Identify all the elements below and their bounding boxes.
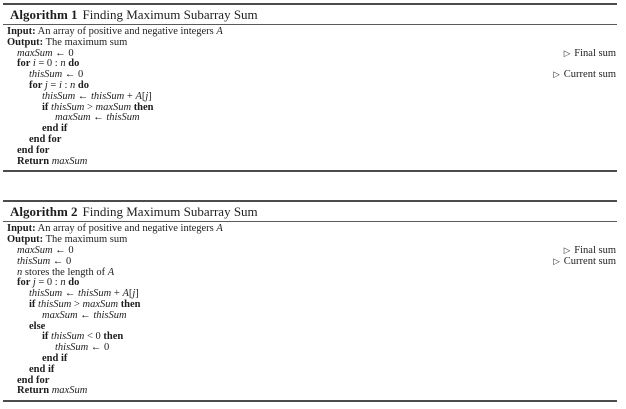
code-text: The maximum sum [43,234,128,246]
code-text: ] [148,90,152,102]
code-line [3,135,617,146]
keyword: Output: [7,36,44,48]
inline-comment [553,70,616,81]
variable: n [60,58,66,70]
code-line [3,49,617,60]
keyword: for [17,58,33,70]
variable: n [60,277,66,289]
comment-text: Current sum [563,255,616,267]
variable: j [44,79,48,91]
keyword: end for [17,144,50,156]
keyword: Output: [7,234,44,246]
variable: thisSum [51,101,85,113]
keyword: end if [42,123,68,135]
code-line [3,59,617,70]
keyword: Return [17,385,52,397]
inline-comment [564,49,616,60]
code-line [3,235,617,246]
variable: thisSum [78,288,112,300]
code-text: ← 0 [88,342,110,354]
code-text: > [84,101,96,113]
variable: thisSum [38,298,72,310]
keyword: Return [17,155,52,167]
inline-comment [553,257,616,268]
code-line [3,386,617,397]
variable: maxSum [95,101,132,113]
code-text: stores the length of [22,266,108,278]
code-line [3,157,617,168]
code-text: An array of positive and negative integers [35,26,217,37]
keyword: if [42,101,52,113]
variable: thisSum [29,69,63,81]
keyword: for [17,277,33,289]
code-line [3,354,617,365]
code-line [3,311,617,322]
keyword: then [131,101,154,113]
code-text: : [61,79,71,91]
algorithm-caption [3,5,617,24]
keyword: end for [29,133,62,145]
keyword: then [100,331,124,343]
keyword: else [29,320,46,332]
keyword: do [75,79,89,91]
code-text: > [71,298,83,310]
pseudocode-body [3,25,617,170]
bottom-rule [3,170,617,172]
variable: thisSum [51,331,85,343]
variable: maxSum [42,309,78,321]
code-text: ← 0 [62,69,84,81]
keyword: if [42,331,52,343]
variable: A [107,266,115,278]
code-text: = 0 : [35,277,61,289]
algorithm-title: Finding Maximum Subarray Sum [82,7,258,22]
code-text: = [47,79,59,91]
code-text: < 0 [84,331,101,343]
code-line [3,146,617,157]
variable: maxSum [17,244,53,256]
variable: j [132,288,136,300]
variable: thisSum [29,288,63,300]
algorithm-number: Algorithm 1 [10,7,78,22]
variable: i [58,79,62,91]
code-line [3,70,617,81]
variable: n [17,266,23,278]
variable: A [216,223,223,235]
pseudocode-body [3,222,617,400]
variable: thisSum [55,342,89,354]
variable: thisSum [42,90,76,102]
algorithm-block-1 [3,3,617,172]
keyword: if [29,298,39,310]
variable: j [145,90,149,102]
variable: maxSum [82,298,119,310]
code-line [3,268,617,279]
code-line [3,376,617,387]
code-text: ← [90,112,107,124]
comment-text: Final sum [574,47,616,59]
variable: A [216,26,223,37]
code-text: ← 0 [52,47,74,59]
code-text: + [124,90,136,102]
code-line [3,365,617,376]
code-text: An array of positive and negative integers [35,223,217,235]
code-line [3,124,617,135]
code-line [3,246,617,257]
comment-triangle-icon: ▷ [553,256,560,267]
code-text: + [111,288,123,300]
bottom-rule [3,400,617,402]
keyword: for [29,79,45,91]
variable: thisSum [17,255,51,267]
keyword: end for [17,374,50,386]
code-line [3,113,617,124]
code-text: = 0 : [35,58,61,70]
variable: i [32,58,36,70]
code-line [3,343,617,354]
variable: maxSum [51,385,88,397]
variable: A [122,288,129,300]
code-text: ] [135,288,139,300]
comment-text: Current sum [563,69,616,81]
comment-text: Final sum [574,244,616,256]
variable: thisSum [91,90,125,102]
code-text: [ [128,288,133,300]
keyword: Input: [7,223,36,235]
variable: j [32,277,36,289]
algorithm-title: Finding Maximum Subarray Sum [82,204,258,220]
code-text: ← [77,309,94,321]
variable: maxSum [17,47,53,59]
comment-triangle-icon: ▷ [553,70,560,81]
algorithm-block-2 [3,200,617,402]
algorithm-number: Algorithm 2 [10,204,78,220]
keyword: then [118,298,141,310]
keyword: Input: [7,26,36,37]
variable: maxSum [51,155,88,167]
comment-triangle-icon: ▷ [563,48,571,59]
keyword: end if [29,363,55,375]
variable: n [70,79,76,91]
variable: A [135,90,142,102]
code-text: The maximum sum [43,36,128,48]
variable: thisSum [106,112,140,124]
variable: thisSum [93,309,127,321]
code-line [3,38,617,49]
variable: maxSum [55,112,91,124]
code-text: ← [75,90,92,102]
code-text: ← 0 [50,255,72,267]
keyword: do [65,277,80,289]
code-text: ← [62,288,79,300]
comment-triangle-icon: ▷ [563,245,571,256]
code-text: ← 0 [52,244,74,256]
code-text: [ [141,90,146,102]
algorithm-caption [3,202,617,221]
keyword: end if [42,352,68,364]
keyword: do [65,58,80,70]
